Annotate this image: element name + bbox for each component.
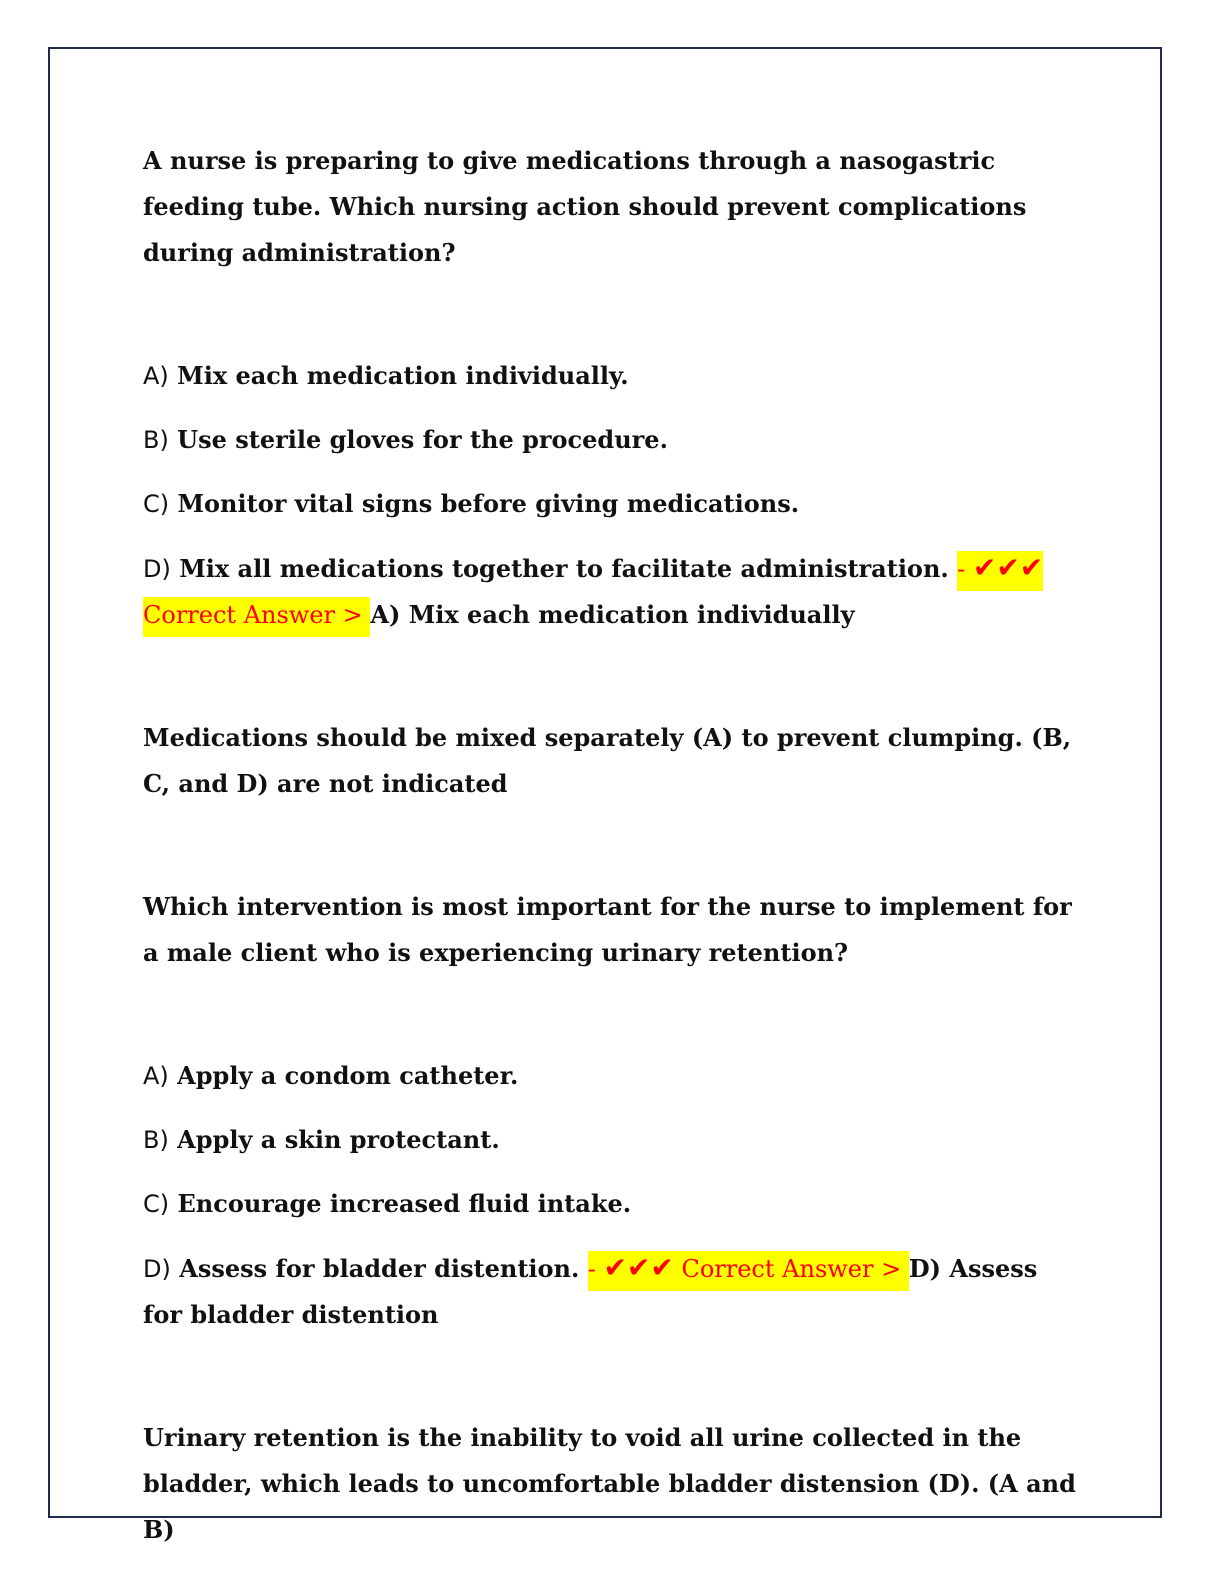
question-2 bbox=[143, 884, 1083, 1553]
q2-option-d-text: Assess for bladder distention. bbox=[170, 1254, 588, 1283]
q2-option-c-letter: C) bbox=[143, 1190, 170, 1218]
q2-option-b-text: Apply a skin protectant. bbox=[168, 1125, 500, 1154]
q2-answer-label: Correct Answer > bbox=[673, 1255, 909, 1283]
q2-checkmark-icon: ✔✔✔ bbox=[603, 1251, 674, 1284]
q2-answer-text: D) Assess for bladder distention bbox=[143, 1254, 1038, 1329]
q1-option-a-letter: A) bbox=[143, 362, 169, 390]
q1-option-a-text: Mix each medication individually. bbox=[168, 361, 629, 390]
q2-option-b bbox=[143, 1117, 1083, 1163]
q2-option-d-letter: D) bbox=[143, 1255, 171, 1283]
q1-answer-label: Correct Answer > bbox=[143, 601, 371, 629]
q1-option-c-text: Monitor vital signs before giving medications. bbox=[169, 489, 800, 518]
question-1-options bbox=[143, 353, 1083, 638]
question-2-rationale: Urinary retention is the inability to void all urine collected in the bladder, which leads to uncomfortable bladder distension (D). (A and B) bbox=[143, 1423, 1076, 1544]
q1-option-c bbox=[143, 481, 1083, 527]
question-2-stem: Which intervention is most important for the nurse to implement for a male client who is experiencing urinary retention? bbox=[143, 892, 1072, 967]
q2-answer-prefix: - bbox=[587, 1255, 604, 1283]
q1-option-b bbox=[143, 417, 1083, 463]
q1-option-b-letter: B) bbox=[143, 426, 169, 454]
q1-option-c-letter: C) bbox=[143, 490, 170, 518]
document-content bbox=[143, 138, 1083, 1553]
q2-correct-answer-highlight bbox=[588, 1251, 909, 1291]
q2-option-c-text: Encourage increased fluid intake. bbox=[169, 1189, 632, 1218]
question-2-options bbox=[143, 1053, 1083, 1338]
q1-option-a bbox=[143, 353, 1083, 399]
q2-option-b-letter: B) bbox=[143, 1126, 169, 1154]
q2-option-d bbox=[143, 1245, 1083, 1338]
q2-option-a-letter: A) bbox=[143, 1062, 169, 1090]
question-1 bbox=[143, 138, 1083, 807]
q1-checkmark-icon: ✔✔✔ bbox=[972, 551, 1044, 584]
q1-answer-prefix: - bbox=[957, 555, 973, 583]
q1-option-d bbox=[143, 545, 1083, 638]
q1-answer-text: A) Mix each medication individually bbox=[370, 600, 855, 629]
q1-option-d-text: Mix all medications together to facilitate administration. bbox=[170, 554, 958, 583]
q2-option-a-text: Apply a condom catheter. bbox=[168, 1061, 519, 1090]
question-1-rationale: Medications should be mixed separately (A) to prevent clumping. (B, C, and D) are not indicated bbox=[143, 723, 1072, 798]
q1-option-d-letter: D) bbox=[143, 555, 171, 583]
q2-option-a bbox=[143, 1053, 1083, 1099]
question-1-stem: A nurse is preparing to give medications through a nasogastric feeding tube. Which nursing action should prevent complications during administration? bbox=[143, 146, 1027, 267]
q2-option-c bbox=[143, 1181, 1083, 1227]
q1-option-b-text: Use sterile gloves for the procedure. bbox=[168, 425, 668, 454]
